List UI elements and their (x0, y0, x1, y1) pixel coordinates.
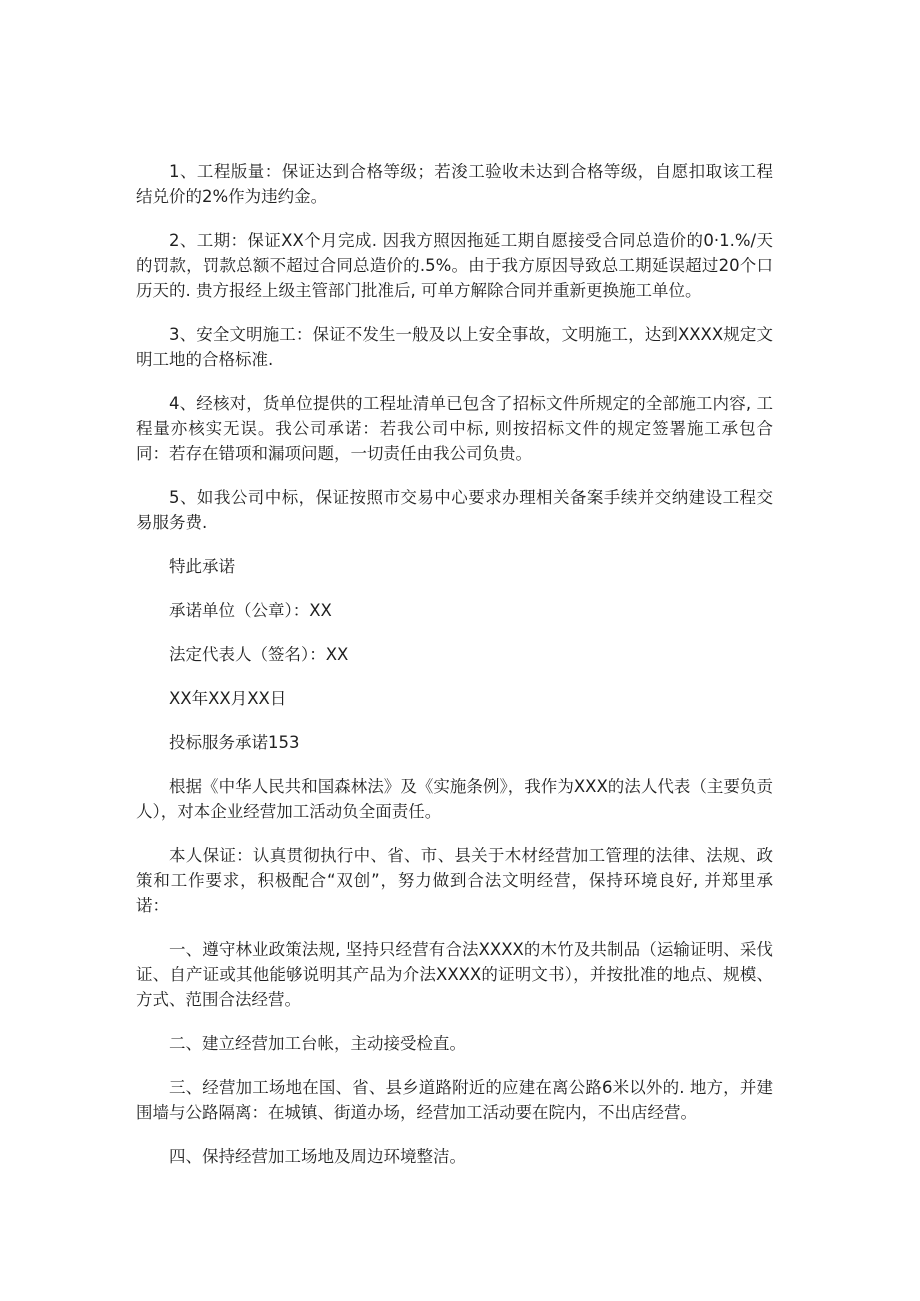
clause-schedule: 2、工期：保证XX个月完成. 因我方照因拖延工期自愿接受合同总造价的0·1.%/天的罚款，罚款总额不超过合同总造价的.5%。由于我方原因导致总工期延误超过20个口历天的. 贵方报经上级主管部门批准后, 可单方解除合同并重新更换施工单位。 (136, 231, 773, 300)
commitment-item-3: 三、经营加工场地在国、省、县乡道路附近的应建在离公路6米以外的. 地方，并建围墙与公路隔离：在城镇、街道办场，经营加工活动要在院内，不出店经营。 (136, 1078, 773, 1122)
commitment-item-4: 四、保持经营加工场地及周边环境整洁。 (169, 1147, 466, 1166)
clause-service-fee: 5、如我公司中标，保证按照市交易中心要求办理相关备案手续并交纳建设工程交易服务费. (136, 488, 773, 532)
legal-representative: 法定代表人（签名）：XX (169, 645, 349, 664)
clause-quality: 1、工程版量：保证达到合格等级；若浚工验收未达到合格等级，自愿扣取该工程结兑价的2%作为违约金。 (136, 162, 773, 206)
date-line: XX年XX月XX日 (169, 689, 287, 708)
intro-paragraph: 根据《中华人民共和国森林法》及《实施条例》，我作为XXX的法人代表（主要负贡人），对本企业经营加工活动负全面责任。 (136, 777, 773, 821)
commitment-item-1: 一、遵守林业政策法规, 坚持只经营有合法XXXX的木竹及共制品（运输证明、采伐证、自产证或其他能够说明其产品为介法XXXX的证明文书），并按批准的地点、规模、方式、范围合法经营。 (136, 940, 773, 1009)
clause-safety: 3、安全文明施工：保证不发生一般及以上安全事故，文明施工，达到XXXX规定文明工地的合格标准. (136, 325, 773, 369)
clause-bill-of-quantities: 4、经核对，货单位提供的工程址清单已包含了招标文件所规定的全部施工内容, 工程量亦核实无误。我公司承诺：若我公司中标, 则按招标文件的规定签署施工承包合同：若存在错项和漏项问题，一切责任由我公司负贵。 (136, 394, 773, 463)
commitment-item-2: 二、建立经营加工台帐，主动接受检直。 (169, 1034, 466, 1053)
section-heading: 投标服务承诺153 (169, 733, 300, 752)
committing-unit: 承诺单位（公章）：XX (169, 601, 332, 620)
closing-statement: 特此承诺 (169, 557, 235, 576)
guarantee-paragraph: 本人保证：认真贯彻执行中、省、市、县关于木材经营加工管理的法律、法规、政策和工作要求，积极配合“双创”，努力做到合法文明经营，保持环境良好, 并郑里承诺： (136, 846, 773, 915)
